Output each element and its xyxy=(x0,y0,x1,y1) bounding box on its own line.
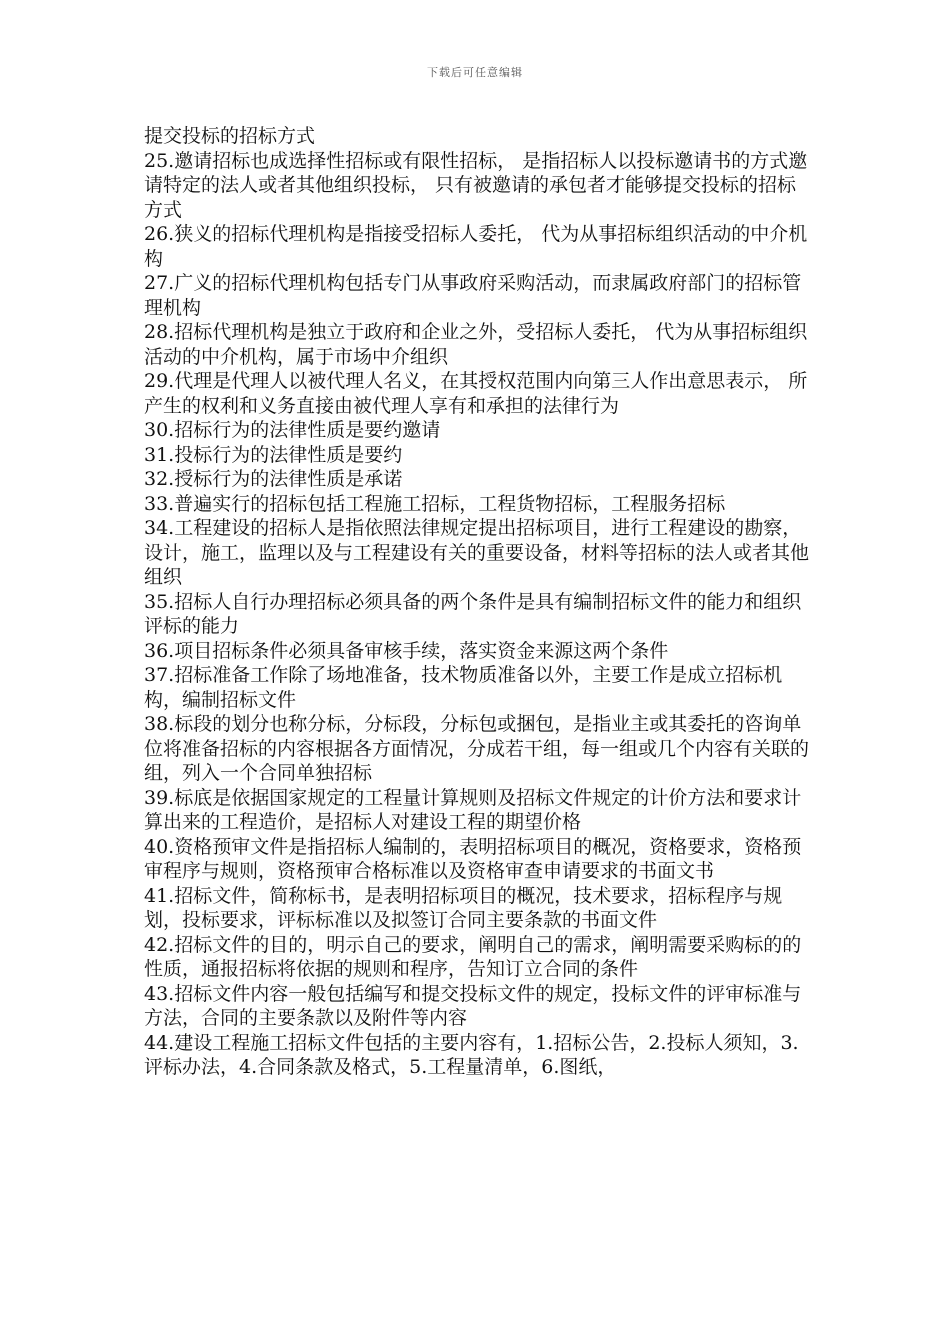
paragraph: 40.资格预审文件是指招标人编制的，表明招标项目的概况，资格要求，资格预审程序与规则，资格预审合格标准以及资格审查申请要求的书面文书 xyxy=(144,835,802,882)
paragraph: 42.招标文件的目的，明示自己的要求，阐明自己的需求，阐明需要采购标的的性质，通报招标将依据的规则和程序，告知订立合同的条件 xyxy=(144,933,802,980)
paragraph: 27.广义的招标代理机构包括专门从事政府采购活动，而隶属政府部门的招标管理机构 xyxy=(144,272,802,319)
paragraph: 36.项目招标条件必须具备审核手续，落实资金来源这两个条件 xyxy=(144,639,669,662)
paragraph: 25.邀请招标也成选择性招标或有限性招标， 是指招标人以投标邀请书的方式邀请特定的法人或者其他组织投标， 只有被邀请的承包者才能够提交投标的招标方式 xyxy=(144,149,808,221)
paragraph: 提交投标的招标方式 xyxy=(144,125,316,147)
paragraph: 38.标段的划分也称分标，分标段，分标包或捆包，是指业主或其委托的咨询单位将准备招标的内容根据各方面情况，分成若干组，每一组或几个内容有关联的组，列入一个合同单独招标 xyxy=(144,713,810,784)
page-header-note: 下载后可任意编辑 xyxy=(427,66,523,79)
paragraph: 29.代理是代理人以被代理人名义，在其授权范围内向第三人作出意思表示， 所产生的权利和义务直接由被代理人享有和承担的法律行为 xyxy=(144,370,808,417)
paragraph: 41.招标文件，简称标书，是表明招标项目的概况，技术要求，招标程序与规划，投标要求，评标标准以及拟签订合同主要条款的书面文件 xyxy=(144,884,783,931)
paragraph: 30.招标行为的法律性质是要约邀请 xyxy=(144,419,441,441)
paragraph: 43.招标文件内容一般包括编写和提交投标文件的规定，投标文件的评审标准与方法，合同的主要条款以及附件等内容 xyxy=(144,982,802,1029)
paragraph: 33.普遍实行的招标包括工程施工招标，工程货物招标，工程服务招标 xyxy=(144,492,726,515)
paragraph: 37.招标准备工作除了场地准备，技术物质准备以外，主要工作是成立招标机构，编制招标文件 xyxy=(144,664,783,711)
paragraph: 39.标底是依据国家规定的工程量计算规则及招标文件规定的计价方法和要求计算出来的工程造价，是招标人对建设工程的期望价格 xyxy=(144,786,802,833)
paragraph: 44.建设工程施工招标文件包括的主要内容有，1.招标公告，2.投标人须知，3.评标办法，4.合同条款及格式，5.工程量清单，6.图纸， xyxy=(144,1031,799,1078)
paragraph: 35.招标人自行办理招标必须具备的两个条件是具有编制招标文件的能力和组织评标的能力 xyxy=(144,590,802,637)
paragraph: 31.投标行为的法律性质是要约 xyxy=(144,443,403,466)
paragraph: 32.授标行为的法律性质是承诺 xyxy=(144,468,403,490)
paragraph: 28.招标代理机构是独立于政府和企业之外，受招标人委托， 代为从事招标组织活动的中介机构，属于市场中介组织 xyxy=(144,321,808,368)
paragraph: 26.狭义的招标代理机构是指接受招标人委托， 代为从事招标组织活动的中介机构 xyxy=(144,223,808,270)
paragraph: 34.工程建设的招标人是指依照法律规定提出招标项目，进行工程建设的勘察，设计，施工，监理以及与工程建设有关的重要设备，材料等招标的法人或者其他组织 xyxy=(144,517,810,588)
document-body xyxy=(144,124,810,1080)
